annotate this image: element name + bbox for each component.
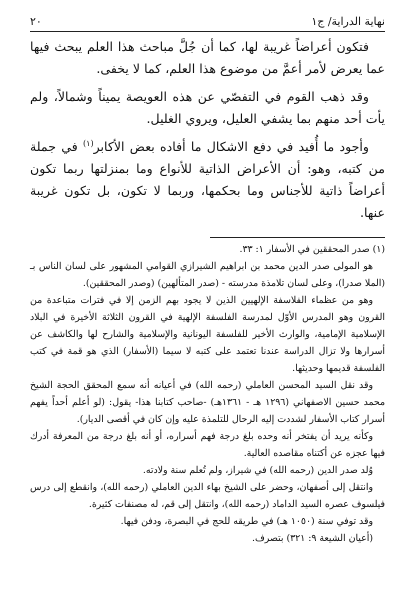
paragraph-3 — [30, 136, 385, 224]
footnote-line: وقد توفي سنة (١٠٥٠ هـ) في طريقه للحج في البصرة، ودفن فيها. — [120, 516, 373, 527]
footnote-line: وهو من عظماء الفلاسفة الإلهيين الذين لا يجود بهم الزمن إلا في فترات متباعدة من القرون وهو المدرس الأوّل لمدرسة الفلسفة الإلهية في القرون الثلاثة الأخيرة في البلاد الإسلامية الإمامية، والوارث الأخير للفلسفة اليونانية والإسلامية والشارح لها والكاشف عن أسرارها ولا تزال الدراسة عندنا تعتمد على كتبه لا سيما (الأسفار) الذي هو قمة في كتب الفلسفة قديمها وحديثها. — [30, 295, 385, 374]
paragraph-3-start: وأجود ما أُفيد في دفع الاشكال ما أفاده بعض الأكابر — [93, 139, 369, 154]
footnotes — [30, 241, 385, 547]
page-header — [30, 10, 385, 28]
footnote-line: وكأنه يريد أن يفتخر أنه وحده بلغ درجة فهم أسراره، أو أنه بلغ درجة من المعرفة أدرك فيها عجزه عن أكتناه مقاصده العالية. — [30, 431, 385, 459]
footnote-line: هو المولى صدر الدين محمد بن ابراهيم الشيرازي القوامي المشهور على لسان الناس بـ (الملا صدرا)، وعلى لسان تلامذة مدرسته - (صدر المتألهين) (وصدر المحققين). — [30, 261, 385, 289]
paragraph-1: فتكون أعراضاً غريبة لها، كما أن جُلَّ مباحث هذا العلم يبحث فيها عما يعرض لأمر أعمَّ من موضوع هذا العلم، كما لا يخفى. — [30, 39, 385, 76]
footnote-line: وانتقل إلى أصفهان، وحضر على الشيخ بهاء الدين العاملي (رحمه الله)، وانقطع إلى درس فيلسوف عصره السيد الداماد (رحمه الله)، وانتقل إلى قم، له مصنفات كثيرة. — [30, 482, 385, 510]
paragraph-3-end: في جملة من كتبه، وهو: أن الأعراض الذاتية للأنواع وما بمنزلتها ربما تكون أعراضاً ذاتية للأجناس وما بحكمها، وربما لا تكون، بل تكون غريبة عنها. — [30, 139, 385, 220]
footnote-divider — [210, 237, 385, 238]
footnote-line: وُلد صدر الدين (رحمه الله) في شيراز، ولم تُعلم سنة ولادته. — [142, 465, 373, 476]
paragraph-2: وقد ذهب القوم في التفصّي عن هذه العويصة يميناً وشمالاً، ولم يأت أحد منهم بما يشفي العليل، ويروي الغليل. — [30, 89, 385, 126]
running-title: نهاية الدراية/ ج١ — [311, 15, 385, 28]
footnote-title: (١) صدر المحققين في الأسفار ١: ٣٣. — [239, 244, 385, 255]
header-divider — [30, 31, 385, 32]
page-number: ٢٠ — [30, 15, 42, 28]
main-text — [30, 36, 385, 230]
footnote-line: وقد نقل السيد المحسن العاملي (رحمه الله) في أعيانه أنه سمع المحقق الحجة الشيخ محمد حسين الاصفهاني (١٢٩٦ هـ - ١٣٦١هـ) -صاحب كتابنا هذا- يقول: (لو أعلم أحداً يفهم أسرار كتاب الأسفار لشددت إليه الرحال للتلمذة عليه وإن كان في أقصى الديار). — [30, 380, 385, 425]
footnote-source: (أعيان الشيعة ٩: ٣٢١) بتصرف. — [252, 533, 373, 544]
footnote-marker: (١) — [83, 138, 94, 148]
